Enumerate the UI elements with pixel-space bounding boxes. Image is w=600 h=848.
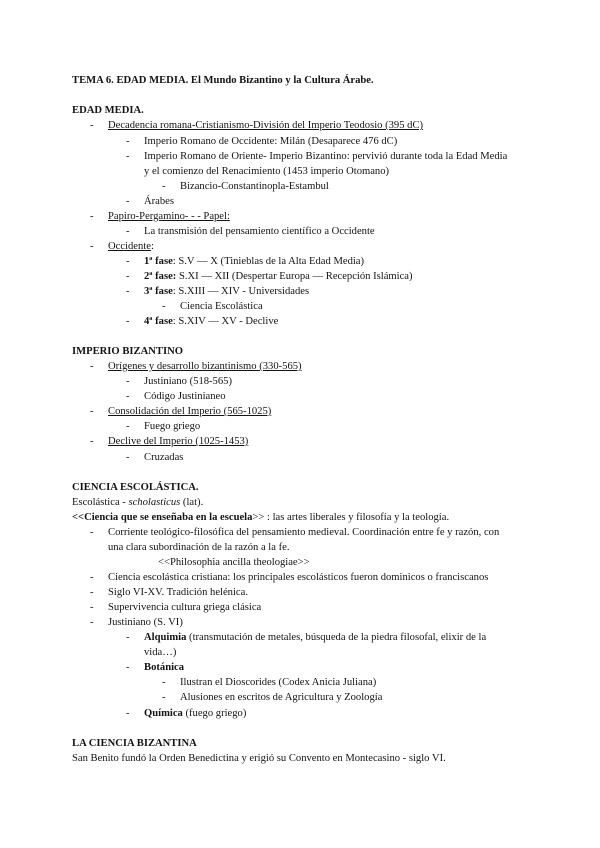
bullet: - — [90, 241, 94, 252]
bullet: - — [162, 677, 166, 688]
list-item: Orígenes y desarrollo bizantinismo (330-565) — [108, 361, 302, 372]
text-run: << — [72, 512, 85, 523]
fase-text: S.XI — XII (Despertar Europa — Recepción Islámica) — [176, 271, 413, 282]
bullet: - — [162, 692, 166, 703]
bullet: - — [90, 211, 94, 222]
list-item — [144, 269, 413, 284]
list-item: Ciencia Escolástica — [180, 301, 263, 312]
bullet: - — [126, 708, 130, 719]
fase-label: 4ª fase — [144, 316, 173, 327]
text-run: (lat). — [180, 497, 204, 508]
section-heading-ciencia-bizantina: LA CIENCIA BIZANTINA — [72, 738, 197, 749]
list-item: Ciencia escolástica cristiana: los principales escolásticos fueron dominicos o franciscanos — [108, 572, 489, 583]
paragraph-line — [72, 495, 203, 510]
fase-label: 2ª fase: — [144, 271, 177, 282]
fase-text: : S.XIII — XIV - Universidades — [172, 286, 310, 297]
list-item: Bizancio-Constantinopla-Estambul — [180, 181, 329, 192]
fase-text: : S.XIV — XV - Declive — [172, 316, 279, 327]
bullet: - — [126, 452, 130, 463]
bullet: - — [126, 391, 130, 402]
list-item: Cruzadas — [144, 452, 184, 463]
list-item — [144, 630, 486, 645]
bullet: - — [126, 662, 130, 673]
bullet: - — [162, 181, 166, 192]
latin-term: scholasticus — [128, 497, 181, 508]
list-item: Imperio Romano de Occidente: Milán (Desaparece 476 dC) — [144, 136, 398, 147]
list-item — [108, 239, 154, 254]
bullet: - — [90, 361, 94, 372]
bullet: - — [126, 136, 130, 147]
bullet: - — [126, 632, 130, 643]
alquimia-label: Alquimia — [144, 632, 187, 643]
list-item: Siglo VI-XV. Tradición helénica. — [108, 587, 248, 598]
bold-phrase: Ciencia que se enseñaba en la escuela — [84, 512, 253, 523]
botanica-label: Botánica — [144, 662, 185, 673]
list-item-continuation: una clara subordinación de la razón a la fe. — [108, 542, 290, 553]
fase-label: 3ª fase — [144, 286, 173, 297]
bullet: - — [90, 436, 94, 447]
list-item: Alusiones en escritos de Agricultura y Zoología — [180, 692, 383, 703]
list-item — [144, 706, 246, 721]
list-item: Consolidación del Imperio (565-1025) — [108, 406, 272, 417]
text-run: Escolástica - — [72, 497, 129, 508]
section-heading-ciencia-escolastica: CIENCIA ESCOLÁSTICA. — [72, 482, 199, 493]
list-item: Corriente teológico-filosófica del pensamiento medieval. Coordinación entre fe y razón, con — [108, 527, 500, 538]
bullet: - — [90, 572, 94, 583]
quimica-label: Química — [144, 708, 183, 719]
bullet: - — [126, 226, 130, 237]
bullet: - — [90, 617, 94, 628]
list-item: Árabes — [144, 196, 175, 207]
bullet: - — [126, 376, 130, 387]
bullet: - — [126, 196, 130, 207]
bullet: - — [90, 587, 94, 598]
bullet: - — [162, 301, 166, 312]
list-item: Ilustran el Dioscorides (Codex Anicia Juliana) — [180, 677, 377, 688]
bullet: - — [126, 316, 130, 327]
list-item: La transmisión del pensamiento científico a Occidente — [144, 226, 375, 237]
section-heading-edad-media: EDAD MEDIA. — [72, 105, 144, 116]
bullet: - — [126, 286, 130, 297]
fase-text: : S.V — X (Tinieblas de la Alta Edad Media) — [172, 256, 365, 267]
bullet: - — [90, 527, 94, 538]
paragraph-line: San Benito fundó la Orden Benedictina y erigió su Convento en Montecasino - siglo VI. — [72, 753, 446, 764]
occidente-colon: : — [150, 241, 154, 252]
list-item: Papiro-Pergamino- - - Papel: — [108, 211, 230, 222]
list-item-continuation: vida…) — [144, 647, 177, 658]
list-item — [144, 254, 364, 269]
section-heading-imperio-bizantino: IMPERIO BIZANTINO — [72, 346, 183, 357]
bullet: - — [126, 421, 130, 432]
list-item: Declive del Imperio (1025-1453) — [108, 436, 249, 447]
occidente-label: Occidente — [108, 241, 151, 252]
list-item: Código Justinianeo — [144, 391, 226, 402]
list-item-continuation: y el comienzo del Renacimiento (1453 imperio Otomano) — [144, 166, 390, 177]
paragraph-line — [72, 510, 449, 525]
bullet: - — [90, 602, 94, 613]
list-item: Imperio Romano de Oriente- Imperio Bizantino: pervivió durante toda la Edad Media — [144, 151, 508, 162]
list-item: Decadencia romana-Cristianismo-División del Imperio Teodosio (395 dC) — [108, 120, 424, 131]
bullet: - — [126, 271, 130, 282]
text-run: (fuego griego) — [182, 708, 247, 719]
text-run: >> : las artes liberales y filosofía y la teología. — [252, 512, 450, 523]
list-item — [144, 284, 309, 299]
quote-line: <<Philosophia ancilla theologiae>> — [158, 557, 310, 568]
list-item: Fuego griego — [144, 421, 201, 432]
document-title: TEMA 6. EDAD MEDIA. El Mundo Bizantino y la Cultura Árabe. — [72, 75, 374, 86]
text-run: (transmutación de metales, búsqueda de la piedra filosofal, elixir de la — [186, 632, 487, 643]
fase-label: 1ª fase — [144, 256, 173, 267]
list-item: Justiniano (518-565) — [144, 376, 232, 387]
bullet: - — [90, 406, 94, 417]
bullet: - — [126, 256, 130, 267]
bullet: - — [90, 120, 94, 131]
list-item — [144, 314, 278, 329]
list-item: Justiniano (S. VI) — [108, 617, 183, 628]
bullet: - — [126, 151, 130, 162]
list-item: Supervivencia cultura griega clásica — [108, 602, 262, 613]
